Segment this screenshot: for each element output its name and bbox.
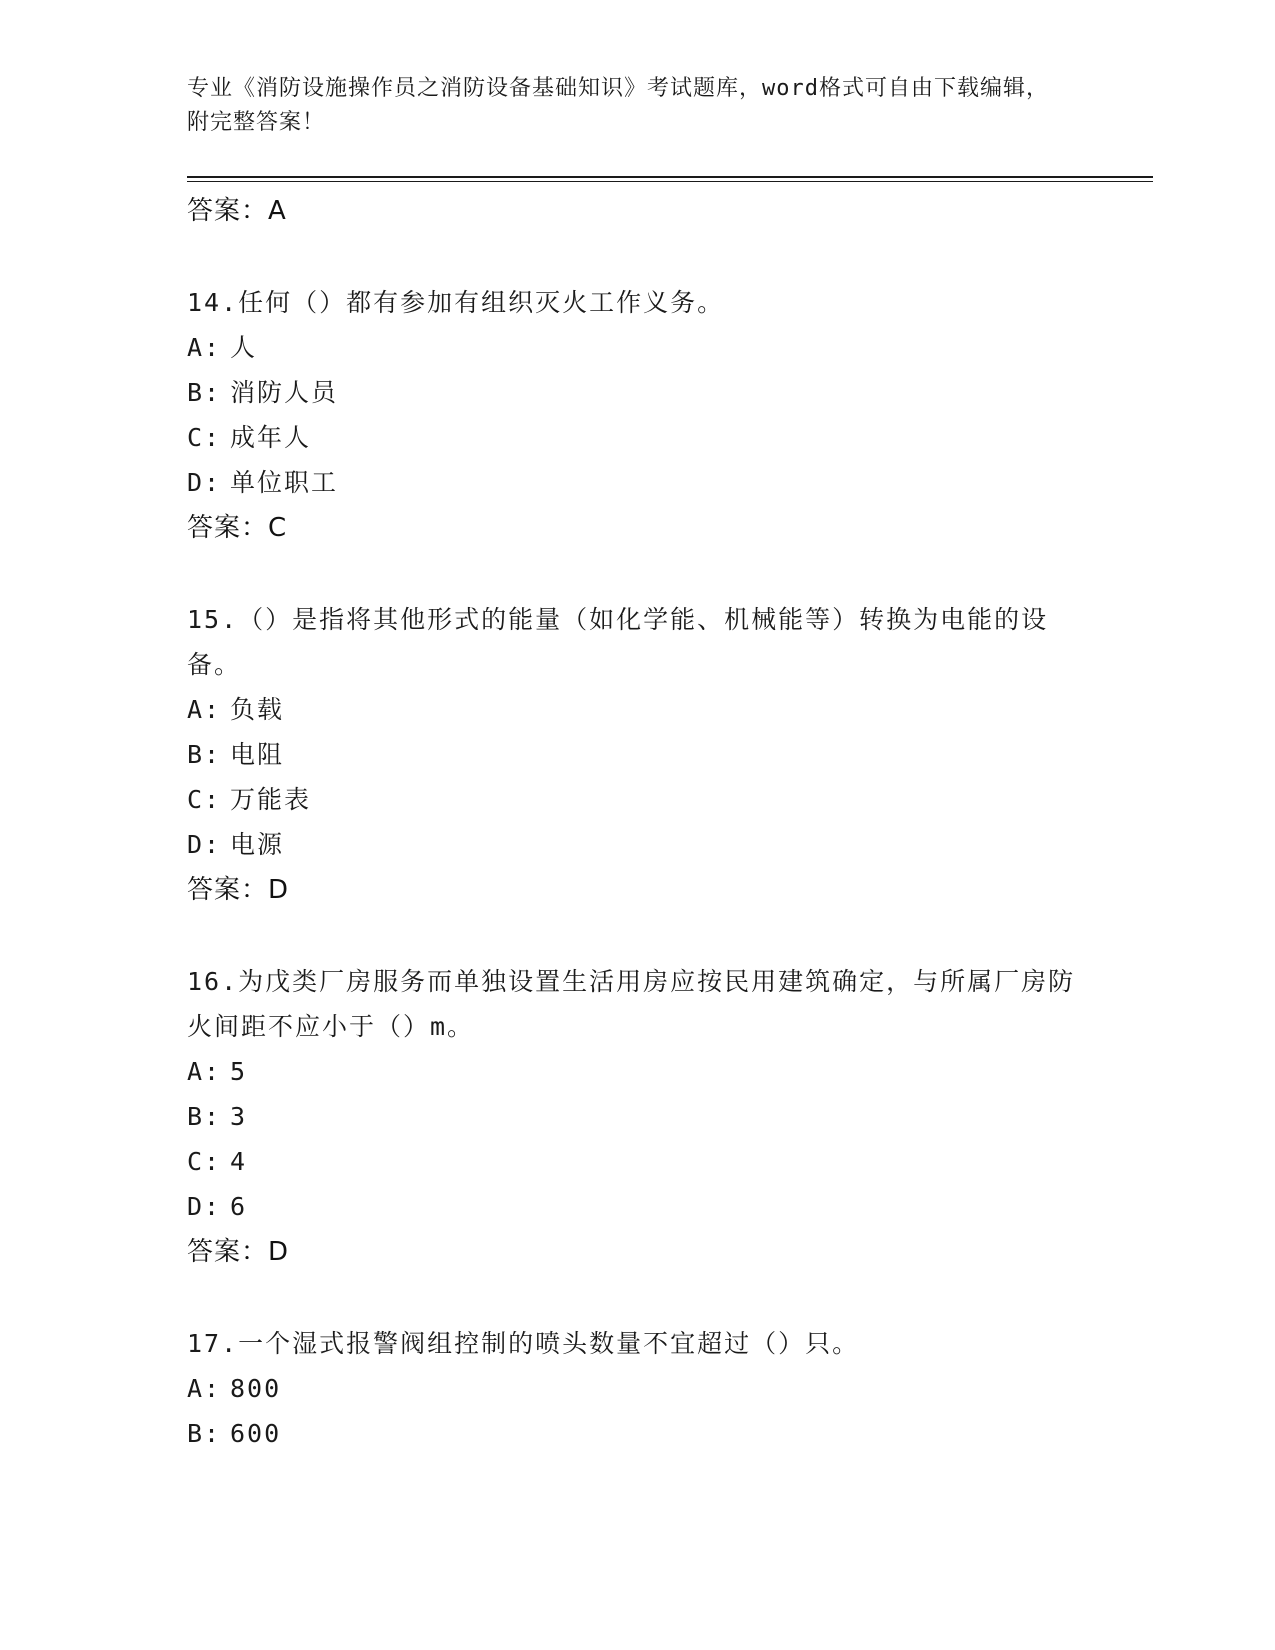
question-16: [187, 959, 1087, 1275]
header-divider: [187, 176, 1153, 178]
option-text: 单位职工: [230, 468, 339, 497]
option-text: 负载: [230, 695, 285, 724]
option-d: [187, 460, 1087, 505]
option-letter: B:: [187, 740, 222, 769]
option-text: 人: [230, 333, 258, 362]
option-b: [187, 1094, 1087, 1139]
option-d: [187, 1184, 1087, 1229]
option-letter: A:: [187, 695, 222, 724]
question-text: 17.一个湿式报警阀组控制的喷头数量不宜超过（）只。: [187, 1329, 860, 1358]
option-text: 5: [230, 1057, 248, 1086]
option-letter: A:: [187, 333, 222, 362]
option-letter: D:: [187, 1192, 222, 1221]
option-letter: B:: [187, 1419, 222, 1448]
document-header-note: 专业《消防设施操作员之消防设备基础知识》考试题库，word格式可自由下载编辑，附完整答案！: [187, 76, 1049, 135]
answer-line: 答案：A: [187, 196, 287, 226]
option-a: [187, 687, 1087, 732]
question-text: 14.任何（）都有参加有组织灭火工作义务。: [187, 288, 725, 317]
option-c: [187, 777, 1087, 822]
option-a: [187, 1049, 1087, 1094]
question-text: 16.为戊类厂房服务而单独设置生活用房应按民用建筑确定，与所属厂房防火间距不应小于（）m。: [187, 967, 1076, 1041]
option-letter: D:: [187, 830, 222, 859]
option-letter: C:: [187, 785, 222, 814]
option-letter: A:: [187, 1057, 222, 1086]
option-letter: D:: [187, 468, 222, 497]
option-a: [187, 325, 1087, 370]
header-divider-thin: [187, 181, 1153, 182]
option-letter: B:: [187, 1102, 222, 1131]
option-b: [187, 370, 1087, 415]
option-letter: C:: [187, 1147, 222, 1176]
option-a: [187, 1366, 1087, 1411]
answer-line: 答案：D: [187, 875, 290, 905]
option-text: 600: [230, 1419, 282, 1448]
option-text: 4: [230, 1147, 248, 1176]
option-b: [187, 1411, 1087, 1456]
question-15: [187, 597, 1087, 913]
option-text: 6: [230, 1192, 248, 1221]
option-letter: B:: [187, 378, 222, 407]
option-text: 万能表: [230, 785, 312, 814]
option-c: [187, 415, 1087, 460]
option-text: 成年人: [230, 423, 312, 452]
option-text: 电阻: [230, 740, 285, 769]
option-text: 电源: [230, 830, 285, 859]
answer-line: 答案：D: [187, 1237, 290, 1267]
option-letter: C:: [187, 423, 222, 452]
question-list: [187, 188, 1087, 1456]
option-c: [187, 1139, 1087, 1184]
option-letter: A:: [187, 1374, 222, 1403]
question-17: [187, 1321, 1087, 1456]
answer-line: 答案：C: [187, 513, 288, 543]
option-d: [187, 822, 1087, 867]
option-b: [187, 732, 1087, 777]
option-text: 800: [230, 1374, 282, 1403]
option-text: 3: [230, 1102, 248, 1131]
question-14: [187, 280, 1087, 551]
question-text: 15.（）是指将其他形式的能量（如化学能、机械能等）转换为电能的设备。: [187, 605, 1049, 679]
option-text: 消防人员: [230, 378, 339, 407]
